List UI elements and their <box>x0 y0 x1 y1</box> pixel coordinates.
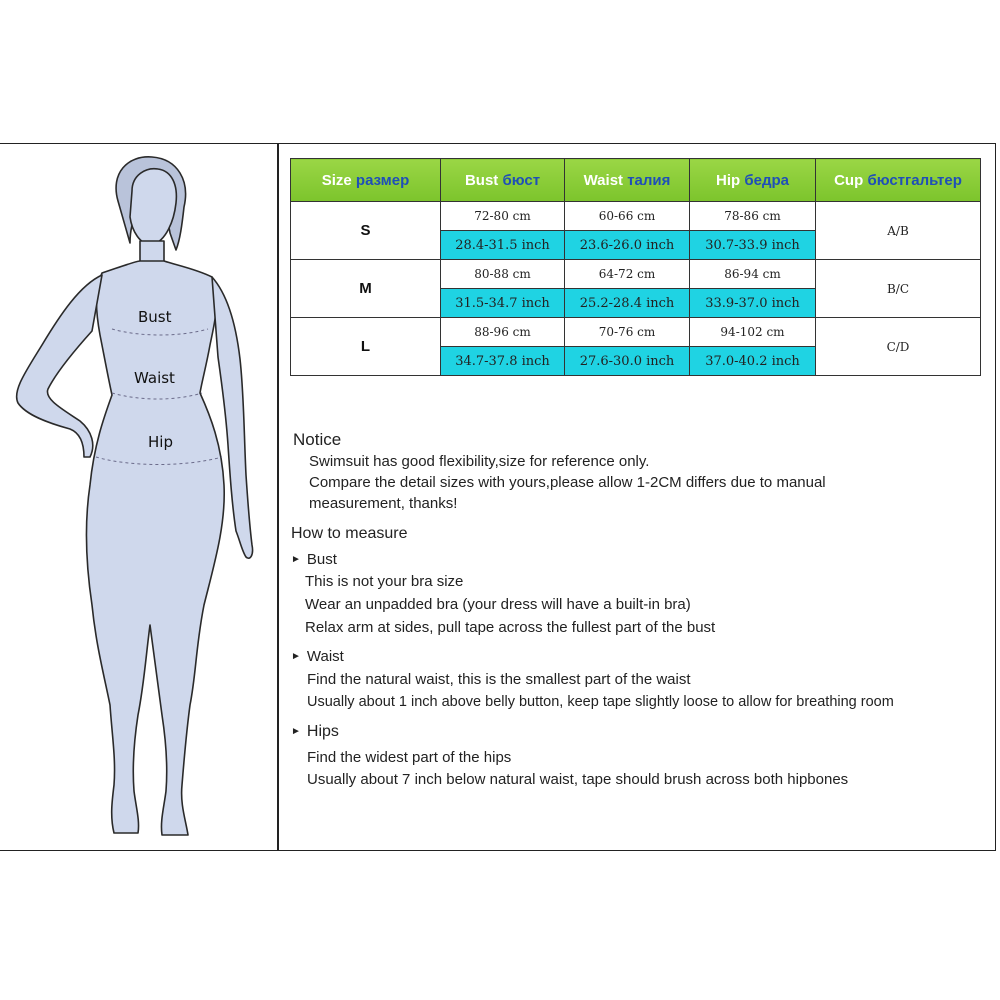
waist-inch-cell: 23.6-26.0 inch <box>565 231 690 260</box>
cup-cell: A/B <box>816 202 981 260</box>
hip-cm-cell: 86-94 cm <box>690 260 816 289</box>
waist-instruction: Find the natural waist, this is the smallest part of the waist <box>307 671 691 688</box>
cup-cell: C/D <box>816 318 981 376</box>
bust-instruction: This is not your bra size <box>305 573 464 590</box>
notice-line: Swimsuit has good flexibility,size for reference only. <box>309 453 650 470</box>
triangle-bullet-icon: ► <box>291 554 301 565</box>
waist-instruction: Usually about 1 inch above belly button, keep tape slightly loose to allow for breathing room <box>307 694 894 710</box>
bust-inch-cell: 31.5-34.7 inch <box>441 289 565 318</box>
table-row <box>291 318 981 347</box>
hip-label: Hip <box>148 433 173 451</box>
waist-inch-cell: 25.2-28.4 inch <box>565 289 690 318</box>
table-row <box>291 202 981 231</box>
frame-divider <box>277 143 279 851</box>
hips-section-title: ► Hips <box>291 723 339 740</box>
header-hip: Hip бедра <box>690 159 816 202</box>
hips-instruction: Usually about 7 inch below natural waist, tape should brush across both hipbones <box>307 771 849 788</box>
bust-label: Bust <box>138 308 172 326</box>
hip-inch-cell: 37.0-40.2 inch <box>690 347 816 376</box>
header-size: Size размер <box>291 159 441 202</box>
size-cell: L <box>291 318 441 376</box>
header-bust: Bust бюст <box>441 159 565 202</box>
notice-line: Compare the detail sizes with yours,please allow 1-2CM differs due to manual <box>309 474 826 491</box>
size-cell: S <box>291 202 441 260</box>
header-cup: Cup бюстгальтер <box>816 159 981 202</box>
hip-cm-cell: 78-86 cm <box>690 202 816 231</box>
waist-section-title: ► Waist <box>291 648 344 665</box>
bust-instruction: Relax arm at sides, pull tape across the fullest part of the bust <box>305 619 716 636</box>
cup-cell: B/C <box>816 260 981 318</box>
waist-label: Waist <box>134 369 175 387</box>
notice-title: Notice <box>293 430 342 449</box>
bust-instruction: Wear an unpadded bra (your dress will have a built-in bra) <box>305 596 691 613</box>
bust-section-title: ► Bust <box>291 551 337 568</box>
waist-inch-cell: 27.6-30.0 inch <box>565 347 690 376</box>
header-waist: Waist талия <box>565 159 690 202</box>
table-header-row <box>291 159 981 202</box>
how-to-measure-title: How to measure <box>291 525 408 542</box>
bust-cm-cell: 72-80 cm <box>441 202 565 231</box>
hip-inch-cell: 33.9-37.0 inch <box>690 289 816 318</box>
bust-inch-cell: 34.7-37.8 inch <box>441 347 565 376</box>
waist-cm-cell: 64-72 cm <box>565 260 690 289</box>
hips-instruction: Find the widest part of the hips <box>307 749 512 766</box>
bust-cm-cell: 88-96 cm <box>441 318 565 347</box>
hip-cm-cell: 94-102 cm <box>690 318 816 347</box>
table-row <box>291 260 981 289</box>
triangle-bullet-icon: ► <box>291 726 301 737</box>
size-cell: M <box>291 260 441 318</box>
bust-cm-cell: 80-88 cm <box>441 260 565 289</box>
waist-cm-cell: 60-66 cm <box>565 202 690 231</box>
body-figure-drawing <box>0 145 277 849</box>
waist-cm-cell: 70-76 cm <box>565 318 690 347</box>
hip-inch-cell: 30.7-33.9 inch <box>690 231 816 260</box>
body-figure <box>0 145 277 849</box>
bust-inch-cell: 28.4-31.5 inch <box>441 231 565 260</box>
triangle-bullet-icon: ► <box>291 651 301 662</box>
notice-line: measurement, thanks! <box>309 495 458 512</box>
size-chart-table <box>290 158 981 376</box>
